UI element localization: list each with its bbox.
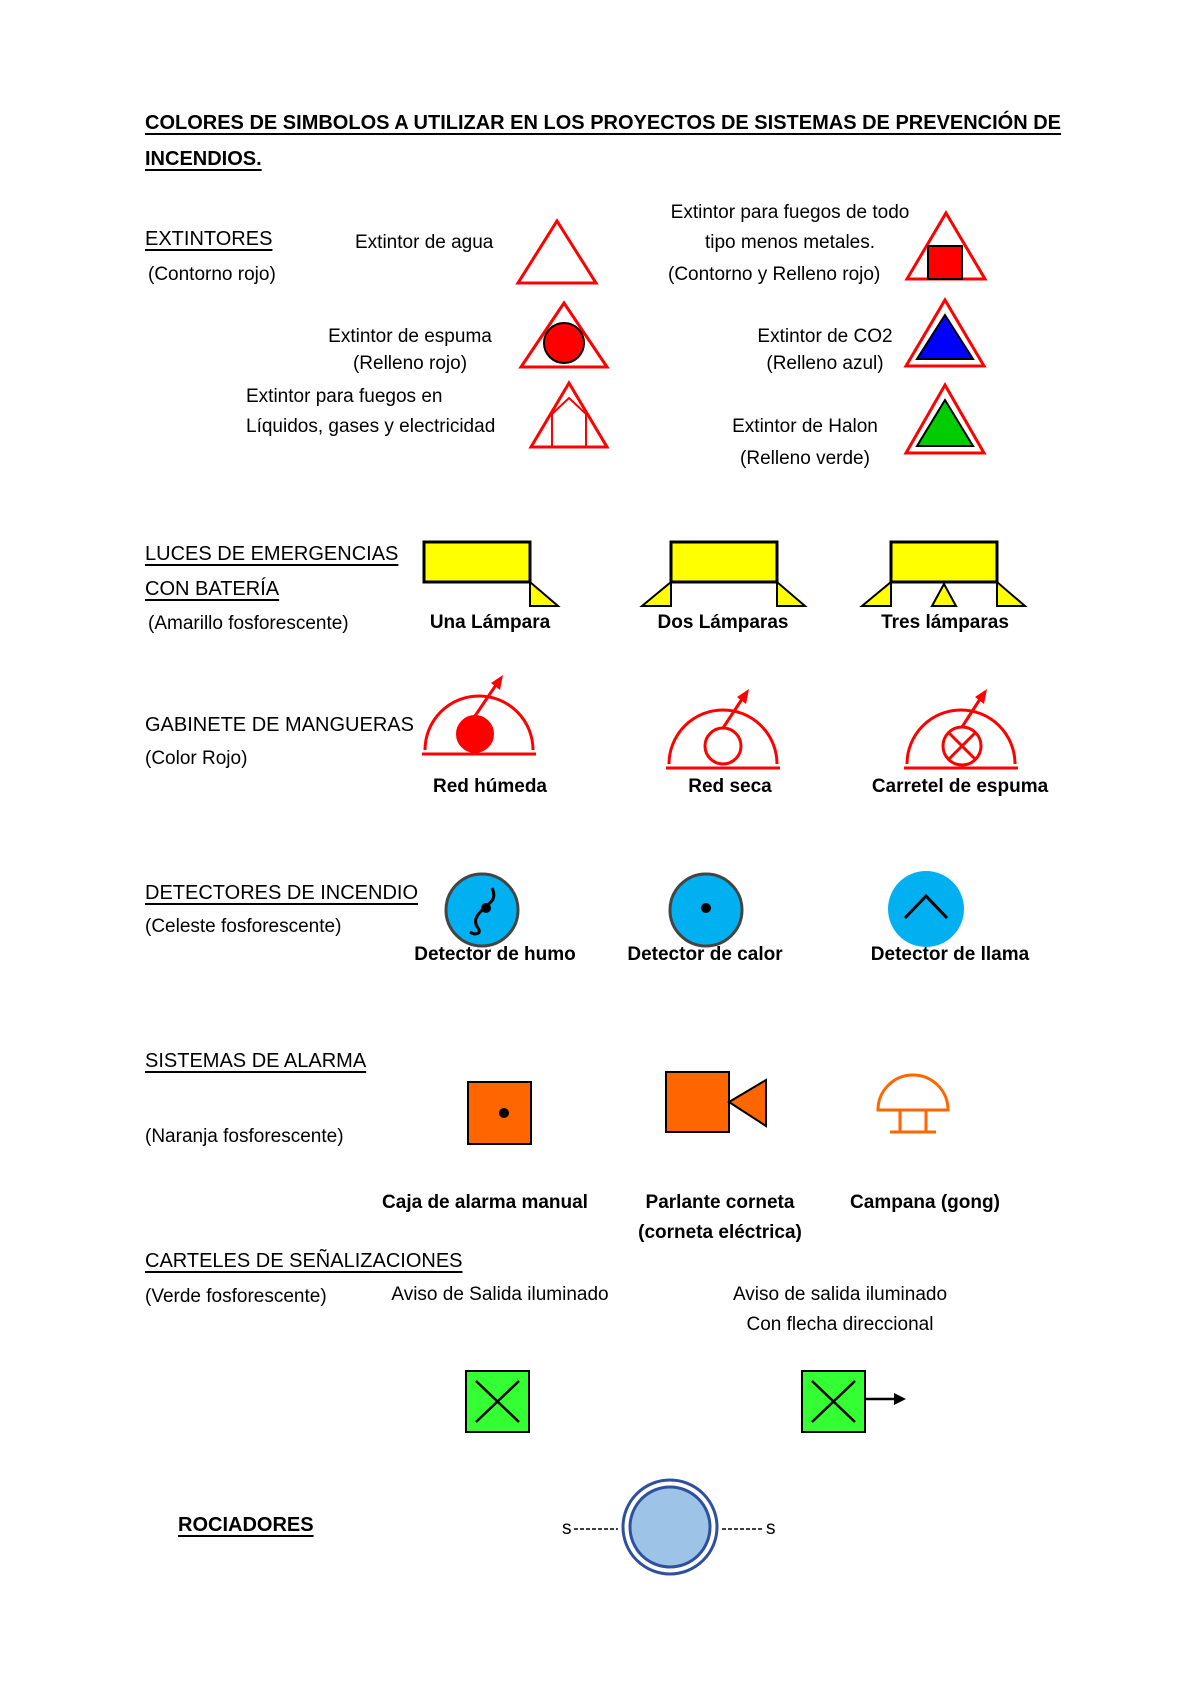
extintor-liquidos-icon (528, 380, 610, 450)
detectores-note: (Celeste fosforescente) (145, 916, 342, 937)
extintor-todo-label-1: Extintor para fuegos de todo (670, 202, 910, 223)
campana-gong-label: Campana (gong) (850, 1192, 1000, 1213)
extintor-agua-icon (515, 218, 599, 286)
aviso-salida-flecha-label-2: Con flecha direccional (746, 1314, 934, 1335)
luz-una-lampara-icon (422, 540, 562, 610)
detector-humo-label: Detector de humo (414, 944, 576, 965)
rociador-icon (570, 1476, 770, 1578)
luz-dos-lamparas-label: Dos Lámparas (657, 612, 789, 633)
gabinete-red-seca-icon (664, 686, 784, 772)
parlante-corneta-label-2: (corneta eléctrica) (638, 1222, 802, 1243)
parlante-corneta-label-1: Parlante corneta (645, 1192, 795, 1213)
luces-heading-1: LUCES DE EMERGENCIAS (145, 543, 399, 565)
red-humeda-label: Red húmeda (432, 776, 548, 797)
caja-alarma-manual-icon (466, 1080, 534, 1148)
luz-tres-lamparas-label: Tres lámparas (881, 612, 1009, 633)
extintor-halon-icon (903, 382, 987, 456)
rociador-pipe-left-label: s (562, 1518, 572, 1539)
aviso-salida-icon (464, 1369, 532, 1435)
extintores-heading: EXTINTORES (145, 228, 273, 250)
detector-calor-label: Detector de calor (627, 944, 783, 965)
extintor-espuma-label-1: Extintor de espuma (328, 326, 492, 347)
red-seca-label: Red seca (688, 776, 772, 797)
extintor-liquidos-label-1: Extintor para fuegos en (246, 386, 443, 407)
rociadores-heading: ROCIADORES (178, 1514, 314, 1536)
extintor-agua-label: Extintor de agua (355, 232, 494, 253)
extintor-halon-label-1: Extintor de Halon (732, 416, 878, 437)
extintor-co2-label-1: Extintor de CO2 (757, 326, 893, 347)
extintor-liquidos-label-2: Líquidos, gases y electricidad (246, 416, 496, 437)
extintor-espuma-icon (518, 300, 610, 370)
extintor-halon-label-2: (Relleno verde) (740, 448, 870, 469)
extintor-todo-tipo-icon (904, 210, 988, 282)
carteles-heading: CARTELES DE SEÑALIZACIONES (145, 1250, 463, 1272)
title-line-1: COLORES DE SIMBOLOS A UTILIZAR EN LOS PROYECTOS DE SISTEMAS DE PREVENCIÓN DE (145, 112, 1062, 134)
carteles-note: (Verde fosforescente) (145, 1286, 327, 1307)
title-line-2: INCENDIOS. (145, 148, 262, 170)
detectores-heading: DETECTORES DE INCENDIO (145, 882, 418, 904)
detector-llama-icon (885, 868, 967, 950)
carretel-espuma-label: Carretel de espuma (871, 776, 1049, 797)
luz-dos-lamparas-icon (638, 540, 808, 610)
gabinete-carretel-espuma-icon (902, 686, 1022, 772)
detector-llama-label: Detector de llama (870, 944, 1030, 965)
extintor-todo-label-3: (Contorno y Relleno rojo) (668, 264, 881, 285)
aviso-salida-label: Aviso de Salida iluminado (391, 1284, 609, 1305)
extintor-co2-icon (903, 297, 987, 369)
aviso-salida-flecha-label-1: Aviso de salida iluminado (732, 1284, 948, 1305)
luces-heading-2: CON BATERÍA (145, 578, 280, 600)
extintores-note: (Contorno rojo) (148, 264, 276, 285)
gabinete-red-humeda-icon (420, 672, 540, 758)
rociador-pipe-right-label: s (766, 1518, 776, 1539)
caja-alarma-manual-label: Caja de alarma manual (382, 1192, 588, 1213)
detector-calor-icon (666, 870, 746, 950)
gabinete-heading: GABINETE DE MANGUERAS (145, 714, 414, 736)
alarma-heading: SISTEMAS DE ALARMA (145, 1050, 367, 1072)
gabinete-note: (Color Rojo) (145, 748, 248, 769)
alarma-note: (Naranja fosforescente) (145, 1126, 344, 1147)
aviso-salida-flecha-icon (800, 1369, 910, 1435)
luz-una-lampara-label: Una Lámpara (429, 612, 551, 633)
extintor-co2-label-2: (Relleno azul) (766, 353, 884, 374)
luz-tres-lamparas-icon (860, 540, 1030, 610)
campana-gong-icon (872, 1070, 954, 1136)
parlante-corneta-icon (664, 1070, 770, 1136)
detector-humo-icon (442, 870, 522, 950)
extintor-todo-label-2: tipo menos metales. (704, 232, 876, 253)
luces-note: (Amarillo fosforescente) (148, 613, 349, 634)
extintor-espuma-label-2: (Relleno rojo) (352, 353, 468, 374)
